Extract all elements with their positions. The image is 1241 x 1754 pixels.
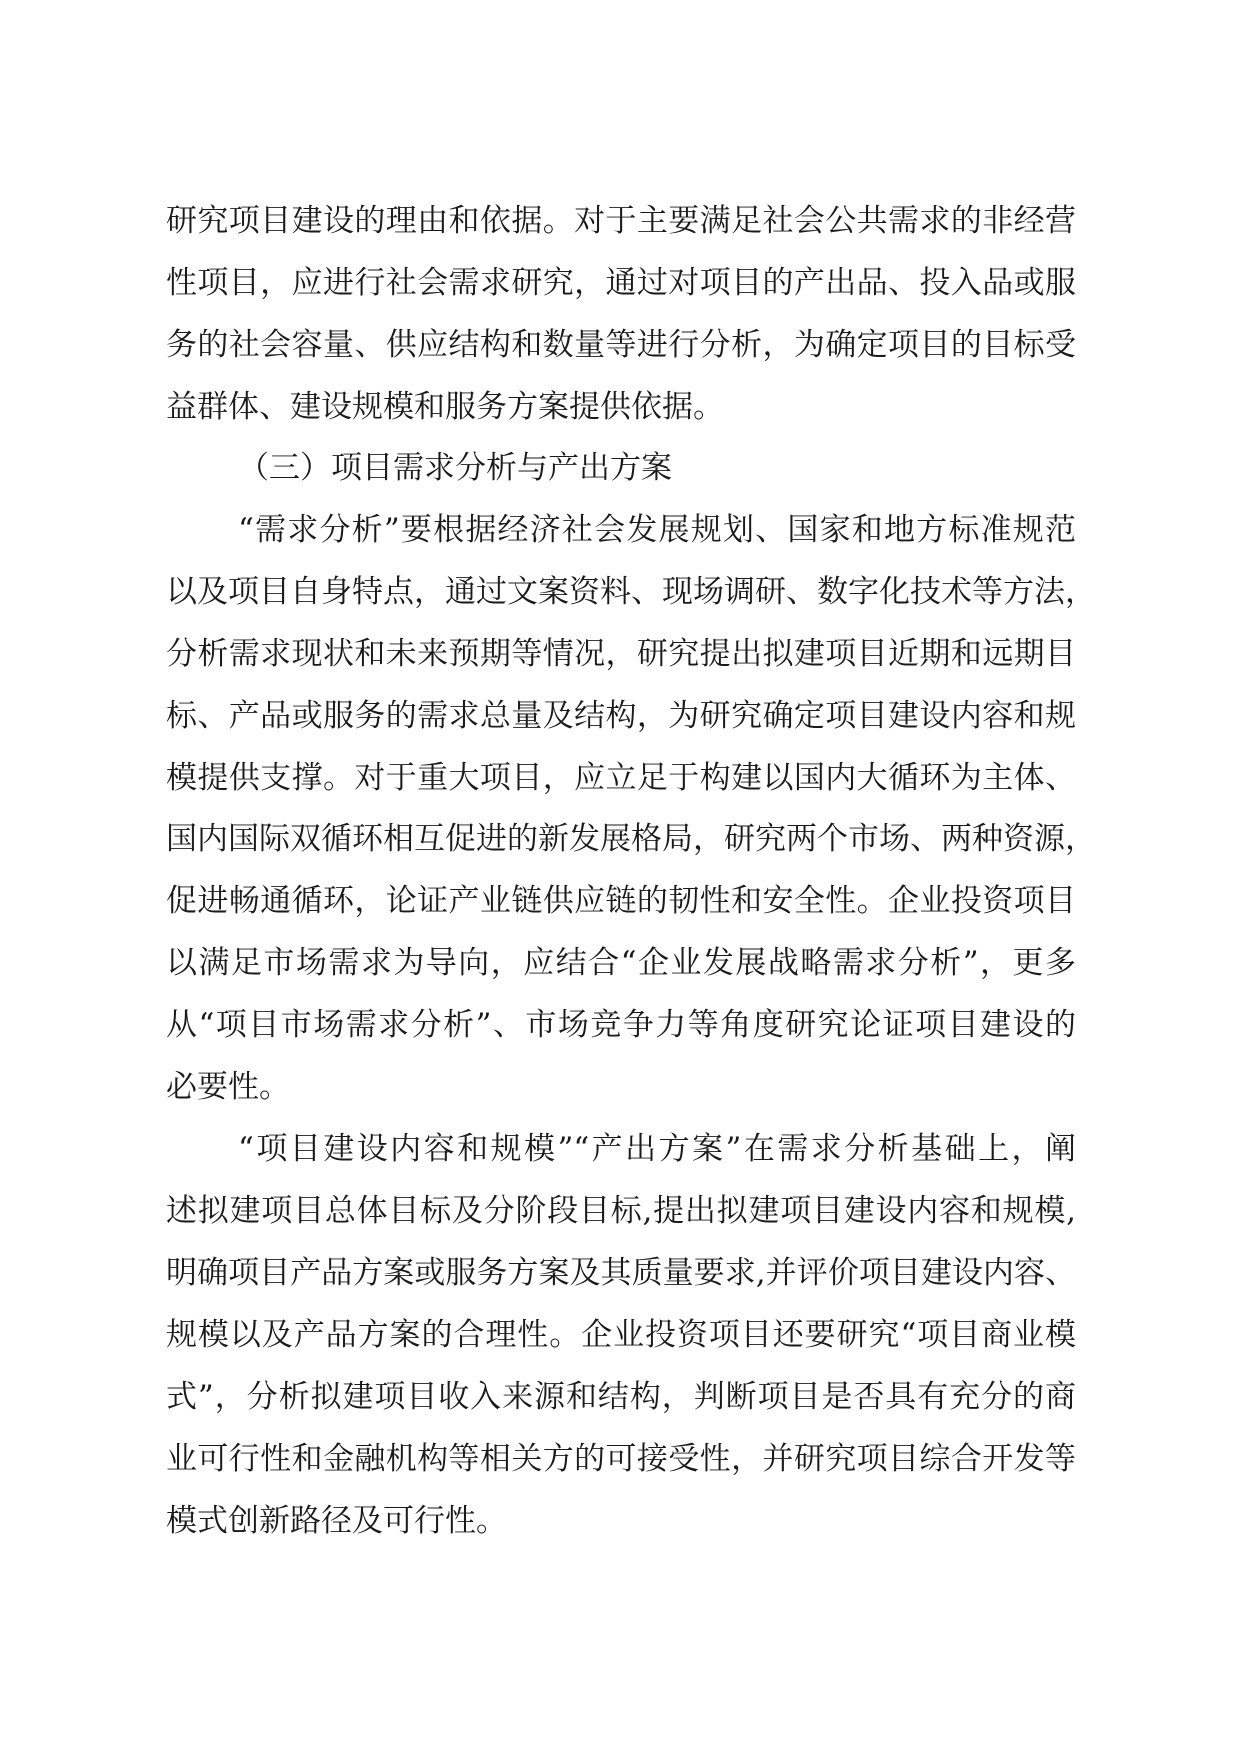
paragraph-3-line-3: 明确项目产品方案或服务方案及其质量要求,并评价项目建设内容、 <box>166 1255 1076 1291</box>
paragraph-2-line-6: 国内国际双循环相互促进的新发展格局，研究两个市场、两种资源， <box>166 821 1096 857</box>
paragraph-1-line-2: 性项目，应进行社会需求研究，通过对项目的产出品、投入品或服 <box>166 265 1076 301</box>
paragraph-1-line-1: 研究项目建设的理由和依据。对于主要满足社会公共需求的非经营 <box>166 203 1076 239</box>
paragraph-3-line-7: 模式创新路径及可行性。 <box>166 1503 507 1539</box>
paragraph-3-line-5: 式”，分析拟建项目收入来源和结构，判断项目是否具有充分的商 <box>166 1379 1076 1415</box>
paragraph-3-line-1: “项目建设内容和规模”“产出方案”在需求分析基础上，阐 <box>238 1131 1076 1167</box>
paragraph-3-line-2: 述拟建项目总体目标及分阶段目标,提出拟建项目建设内容和规模, <box>166 1193 1076 1229</box>
paragraph-2-line-10: 必要性。 <box>166 1069 290 1105</box>
paragraph-2-line-7: 促进畅通循环，论证产业链供应链的韧性和安全性。企业投资项目 <box>166 883 1076 919</box>
paragraph-2-line-5: 模提供支撑。对于重大项目，应立足于构建以国内大循环为主体、 <box>166 760 1076 796</box>
paragraph-2-line-8: 以满足市场需求为导向，应结合“企业发展战略需求分析”，更多 <box>166 945 1076 981</box>
paragraph-2-line-4: 标、产品或服务的需求总量及结构，为研究确定项目建设内容和规 <box>166 698 1076 734</box>
section-heading: （三）项目需求分析与产出方案 <box>238 450 672 486</box>
paragraph-2-line-3: 分析需求现状和未来预期等情况，研究提出拟建项目近期和远期目 <box>166 636 1076 672</box>
paragraph-2-line-9: 从“项目市场需求分析”、市场竞争力等角度研究论证项目建设的 <box>166 1007 1076 1043</box>
paragraph-2-line-2: 以及项目自身特点，通过文案资料、现场调研、数字化技术等方法， <box>166 574 1096 610</box>
paragraph-1-line-3: 务的社会容量、供应结构和数量等进行分析，为确定项目的目标受 <box>166 327 1076 363</box>
paragraph-1-line-4: 益群体、建设规模和服务方案提供依据。 <box>166 389 724 425</box>
paragraph-2-line-1: “需求分析”要根据经济社会发展规划、国家和地方标准规范 <box>238 512 1076 548</box>
paragraph-3-line-6: 业可行性和金融机构等相关方的可接受性，并研究项目综合开发等 <box>166 1441 1076 1477</box>
paragraph-3-line-4: 规模以及产品方案的合理性。企业投资项目还要研究“项目商业模 <box>166 1317 1076 1353</box>
